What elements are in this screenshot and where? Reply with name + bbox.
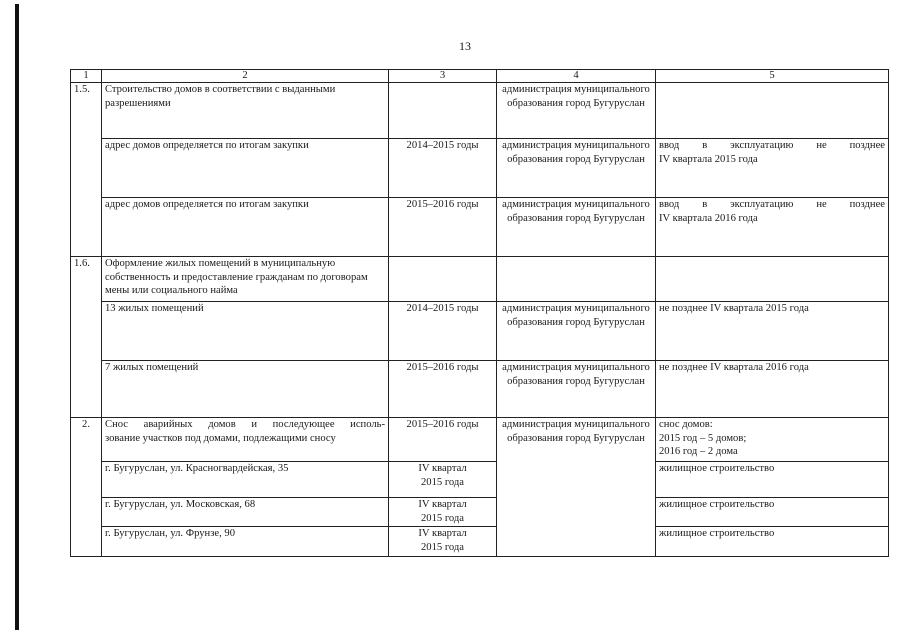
row-number: 2.: [71, 418, 102, 557]
result-line: снос домов:: [659, 419, 713, 430]
result-cell: жилищное строительство: [656, 527, 889, 557]
table-row: [71, 198, 889, 257]
responsible-cell: администрация муниципального образования город Бугуруслан: [497, 83, 656, 139]
plan-table: [70, 69, 889, 557]
row-number: 1.5.: [71, 83, 102, 257]
period-line: IV квартал: [418, 528, 467, 539]
binder-edge-line: [15, 4, 19, 630]
period-line: 2015 года: [420, 512, 464, 524]
table-row: [71, 418, 889, 462]
table-row: [71, 139, 889, 198]
period-line: IV квартал: [418, 499, 467, 510]
responsible-cell: администрация муниципального образования город Бугуруслан: [497, 139, 656, 198]
period-line: IV квартал: [418, 463, 467, 474]
table-row: [71, 257, 889, 302]
responsible-cell: администрация муниципального образования город Бугуруслан: [497, 361, 656, 418]
period-cell: [389, 527, 497, 557]
period-line: 2015 года: [420, 541, 464, 553]
header-col-1: 1: [71, 70, 102, 83]
period-cell: [389, 498, 497, 527]
header-col-3: 3: [389, 70, 497, 83]
table-row: [71, 498, 889, 527]
table-row: [71, 83, 889, 139]
result-cell: [656, 139, 889, 198]
table-row: [71, 462, 889, 498]
result-cell: [656, 198, 889, 257]
action-description: адрес домов определяется по итогам закупки: [102, 139, 389, 198]
result-cell: не позднее IV квартала 2016 года: [656, 361, 889, 418]
period-cell: 2015–2016 годы: [389, 198, 497, 257]
period-cell: [389, 462, 497, 498]
result-line: IV квартала 2016 года: [659, 212, 758, 224]
period-cell: 2015–2016 годы: [389, 361, 497, 418]
result-line: ввод в эксплуатацию не позднее: [659, 199, 885, 210]
responsible-cell: администрация муниципального образования город Бугуруслан: [497, 302, 656, 361]
address-cell: г. Бугуруслан, ул. Московская, 68: [102, 498, 389, 527]
result-cell: [656, 83, 889, 139]
description-line: зование участков под домами, подлежащими сносу: [105, 432, 336, 444]
header-col-2: 2: [102, 70, 389, 83]
table-row: [71, 527, 889, 557]
result-line: ввод в эксплуатацию не позднее: [659, 140, 885, 151]
address-cell: г. Бугуруслан, ул. Фрунзе, 90: [102, 527, 389, 557]
result-cell: [656, 257, 889, 302]
action-description: [102, 418, 389, 462]
row-number: 1.6.: [71, 257, 102, 418]
table-header-row: [71, 70, 889, 83]
action-description: 7 жилых помещений: [102, 361, 389, 418]
responsible-cell: администрация муниципального образования город Бугуруслан: [497, 198, 656, 257]
period-cell: 2014–2015 годы: [389, 139, 497, 198]
action-description: 13 жилых помещений: [102, 302, 389, 361]
period-line: 2015 года: [420, 476, 464, 488]
result-cell: жилищное строительство: [656, 498, 889, 527]
period-cell: [389, 83, 497, 139]
action-description: Строительство домов в соответствии с выданными разрешениями: [102, 83, 389, 139]
header-col-5: 5: [656, 70, 889, 83]
period-cell: 2014–2015 годы: [389, 302, 497, 361]
responsible-cell: администрация муниципального образования город Бугуруслан: [497, 418, 656, 557]
action-description: Оформление жилых помещений в муниципальную собственность и предоставление гражданам по договорам мены или социального найма: [102, 257, 389, 302]
header-col-4: 4: [497, 70, 656, 83]
result-cell: [656, 418, 889, 462]
result-line: 2015 год – 5 домов;: [659, 432, 747, 444]
table-row: [71, 361, 889, 418]
table-row: [71, 302, 889, 361]
page-number: 13: [459, 39, 471, 53]
description-line: Снос аварийных домов и последующее исполь-: [105, 419, 385, 430]
period-cell: [389, 257, 497, 302]
result-cell: жилищное строительство: [656, 462, 889, 498]
result-cell: не позднее IV квартала 2015 года: [656, 302, 889, 361]
responsible-cell: [497, 257, 656, 302]
action-description: адрес домов определяется по итогам закупки: [102, 198, 389, 257]
address-cell: г. Бугуруслан, ул. Красногвардейская, 35: [102, 462, 389, 498]
result-line: 2016 год – 2 дома: [659, 446, 738, 458]
period-cell: 2015–2016 годы: [389, 418, 497, 462]
result-line: IV квартала 2015 года: [659, 153, 758, 165]
